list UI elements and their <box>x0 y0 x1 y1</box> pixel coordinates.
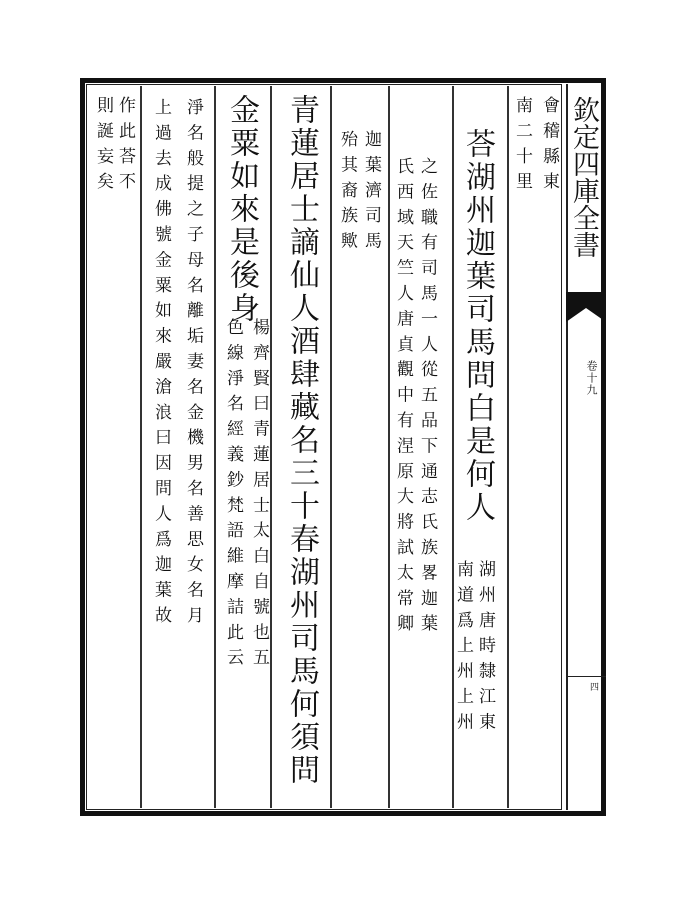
main-text-column: 金粟如來是後身 <box>224 94 259 325</box>
main-text-column: 青蓮居士謫仙人酒肆藏名三十春湖州司馬何須問 <box>284 94 319 787</box>
margin-book-title: 欽定四庫全書 <box>568 96 599 258</box>
commentary-line: 南二十里 <box>512 96 532 198</box>
commentary-line: 湖州唐時隸江東 <box>475 560 495 738</box>
column-rule <box>270 86 272 808</box>
column-rule <box>214 86 216 808</box>
commentary-line: 色線淨名經義鈔梵語維摩詰此云 <box>223 318 243 674</box>
commentary-line: 會稽縣東 <box>539 96 559 198</box>
commentary-line: 迦葉濟司馬 <box>361 130 381 257</box>
margin-volume: 卷十九 <box>585 360 598 396</box>
commentary-line: 淨名般提之子母名離垢妻名金機男名善思女名月 <box>183 98 203 632</box>
commentary-line: 楊齊賢曰青蓮居士太白自號也五 <box>249 318 269 674</box>
commentary-line: 南道爲上州上州 <box>453 560 473 738</box>
column-rule <box>388 86 390 808</box>
column-rule <box>507 86 509 808</box>
lower-fishtail-line <box>566 676 606 691</box>
commentary-line: 之佐職有司馬一人從五品下通志氏族畧迦葉 <box>417 157 437 640</box>
margin-page-number: 四 <box>588 682 598 691</box>
commentary-line: 作此荅不 <box>115 96 135 198</box>
main-text-column: 荅湖州迦葉司馬問白是何人 <box>460 128 495 524</box>
commentary-line: 氏西域天竺人唐貞觀中有涅原大將試太常卿 <box>393 157 413 640</box>
column-rule <box>140 86 142 808</box>
column-rule <box>330 86 332 808</box>
commentary-line: 則誕妄矣 <box>93 96 113 198</box>
commentary-line: 上過去成佛號金粟如來嚴滄浪曰因問人爲迦葉故 <box>151 98 171 632</box>
fishtail-mark <box>566 292 606 322</box>
commentary-line: 殆其裔族歟 <box>337 130 357 257</box>
